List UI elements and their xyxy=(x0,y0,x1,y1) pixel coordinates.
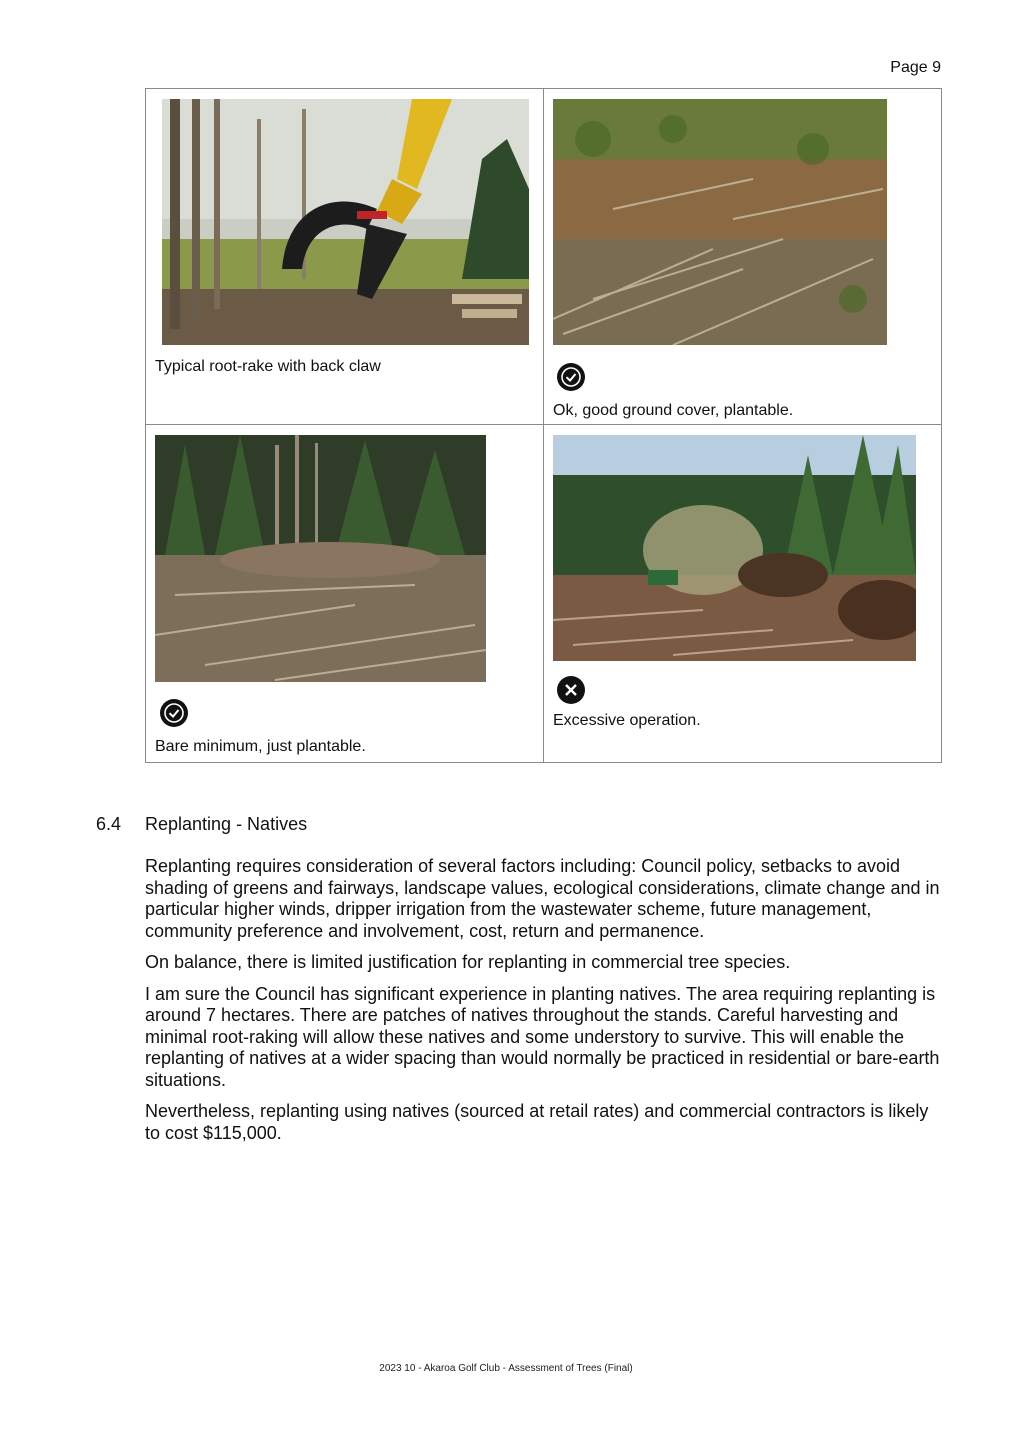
photo-bare-minimum xyxy=(155,435,486,682)
paragraph: Replanting requires consideration of several factors including: Council policy, setbacks to avoid shading of greens and fairways, landscape values, ecological considerations, climate change and in particular higher winds, dripper irrigation from the wastewater scheme, future management, community preference and involvement, cost, return and permanence. xyxy=(145,856,940,941)
photo-root-rake xyxy=(162,99,529,345)
photo-caption: Bare minimum, just plantable. xyxy=(155,738,366,755)
photo-caption: Ok, good ground cover, plantable. xyxy=(553,402,794,419)
approved-icon xyxy=(556,362,586,392)
photo-grid xyxy=(145,88,942,763)
photo-excessive xyxy=(553,435,916,661)
paragraph: On balance, there is limited justification for replanting in commercial tree species. xyxy=(145,952,791,972)
section-heading xyxy=(96,814,946,838)
page-footer: 2023 10 - Akaroa Golf Club - Assessment of Trees (Final) xyxy=(379,1363,633,1374)
section-title: Replanting - Natives xyxy=(145,814,308,834)
approved-icon xyxy=(159,698,189,728)
rejected-icon xyxy=(556,675,586,705)
photo-caption: Excessive operation. xyxy=(553,712,701,729)
page-number: Page 9 xyxy=(890,59,941,76)
paragraph: I am sure the Council has significant experience in planting natives. The area requiring replanting is around 7 hectares. There are patches of natives throughout the stands. Careful harvesting and minimal root-raking will allow these natives and some understory to survive. This will enable the replanting of natives at a wider spacing than would normally be practiced in residential or bare-earth situations. xyxy=(145,983,940,1090)
paragraph: Nevertheless, replanting using natives (sourced at retail rates) and commercial contractors is likely to cost $115,000. xyxy=(145,1101,929,1143)
section-body xyxy=(145,856,945,1154)
photo-cell-ground-cover xyxy=(544,89,942,425)
photo-cell-bare-minimum xyxy=(146,425,544,763)
photo-caption: Typical root-rake with back claw xyxy=(155,358,381,375)
section-number: 6.4 xyxy=(96,814,122,834)
photo-cell-root-rake xyxy=(146,89,544,425)
photo-cell-excessive xyxy=(544,425,942,763)
photo-ground-cover xyxy=(553,99,887,345)
